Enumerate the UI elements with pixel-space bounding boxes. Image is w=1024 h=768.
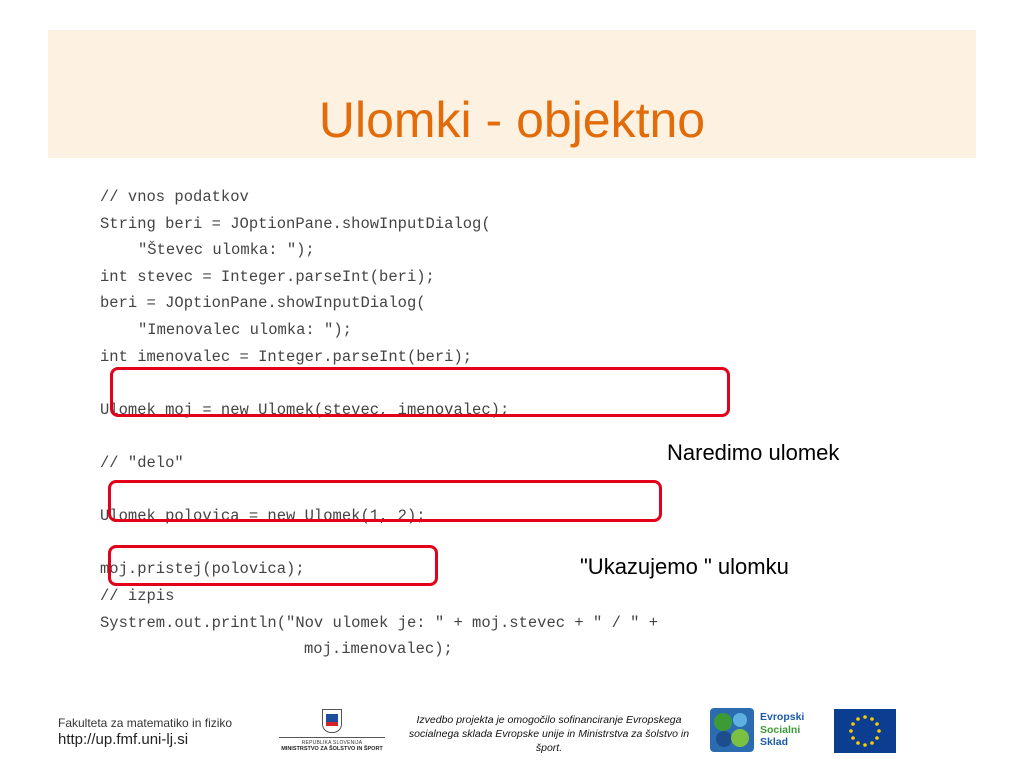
esf-line-3: Sklad: [760, 736, 789, 748]
esf-logo-icon: [710, 708, 754, 752]
highlight-box-polovica: [108, 480, 662, 522]
ministry-logo: [279, 709, 385, 755]
code-line: moj.imenovalec);: [304, 640, 453, 659]
code-line: Ulomek moj = new Ulomek(stevec, imenovalec);: [100, 400, 510, 419]
funding-statement: Izvedbo projekta je omogočilo sofinanciranje Evropskega socialnega sklada Evropske unije in Ministrstva za šolstvo in šport.: [408, 714, 690, 754]
esf-line-2: Socialni: [760, 723, 801, 736]
esf-line-1: Evropski: [760, 711, 805, 723]
faculty-name: Fakulteta za matematiko in fiziko: [58, 716, 233, 730]
code-line: // "delo": [100, 453, 184, 472]
coat-of-arms-icon: [322, 709, 342, 733]
code-line: String beri = JOptionPane.showInputDialog(: [100, 214, 491, 233]
logo-divider: [279, 737, 385, 738]
ministry-name: MINISTRSTVO ZA ŠOLSTVO IN ŠPORT: [281, 746, 383, 752]
annotation-command: "Ukazujemo " ulomku: [580, 554, 789, 579]
code-line: // izpis: [100, 586, 175, 605]
faculty-url[interactable]: http://up.fmf.uni-lj.si: [58, 731, 189, 748]
annotation-create: Naredimo ulomek: [667, 440, 840, 465]
code-block: [100, 184, 920, 663]
highlight-box-constructor: [110, 367, 730, 417]
ministry-republic: REPUBLIKA SLOVENIJA: [301, 740, 363, 746]
code-line: Systrem.out.println("Nov ulomek je: " + moj.stevec + " / " +: [100, 613, 659, 632]
code-line: // vnos podatkov: [100, 188, 249, 206]
code-line: Ulomek polovica = new Ulomek(1, 2);: [100, 507, 426, 526]
code-line: "Števec ulomka: ");: [138, 241, 315, 260]
slide-title: Ulomki - objektno: [318, 92, 706, 148]
code-line: int stevec = Integer.parseInt(beri);: [100, 267, 435, 286]
code-line: moj.pristej(polovica);: [100, 560, 305, 579]
code-line: "Imenovalec ulomka: ");: [138, 320, 352, 339]
highlight-box-pristej: [108, 545, 438, 586]
esf-wordmark: [760, 711, 804, 749]
eu-flag-icon: [834, 709, 896, 753]
code-line: int imenovalec = Integer.parseInt(beri);: [100, 347, 473, 366]
code-line: beri = JOptionPane.showInputDialog(: [100, 294, 426, 313]
